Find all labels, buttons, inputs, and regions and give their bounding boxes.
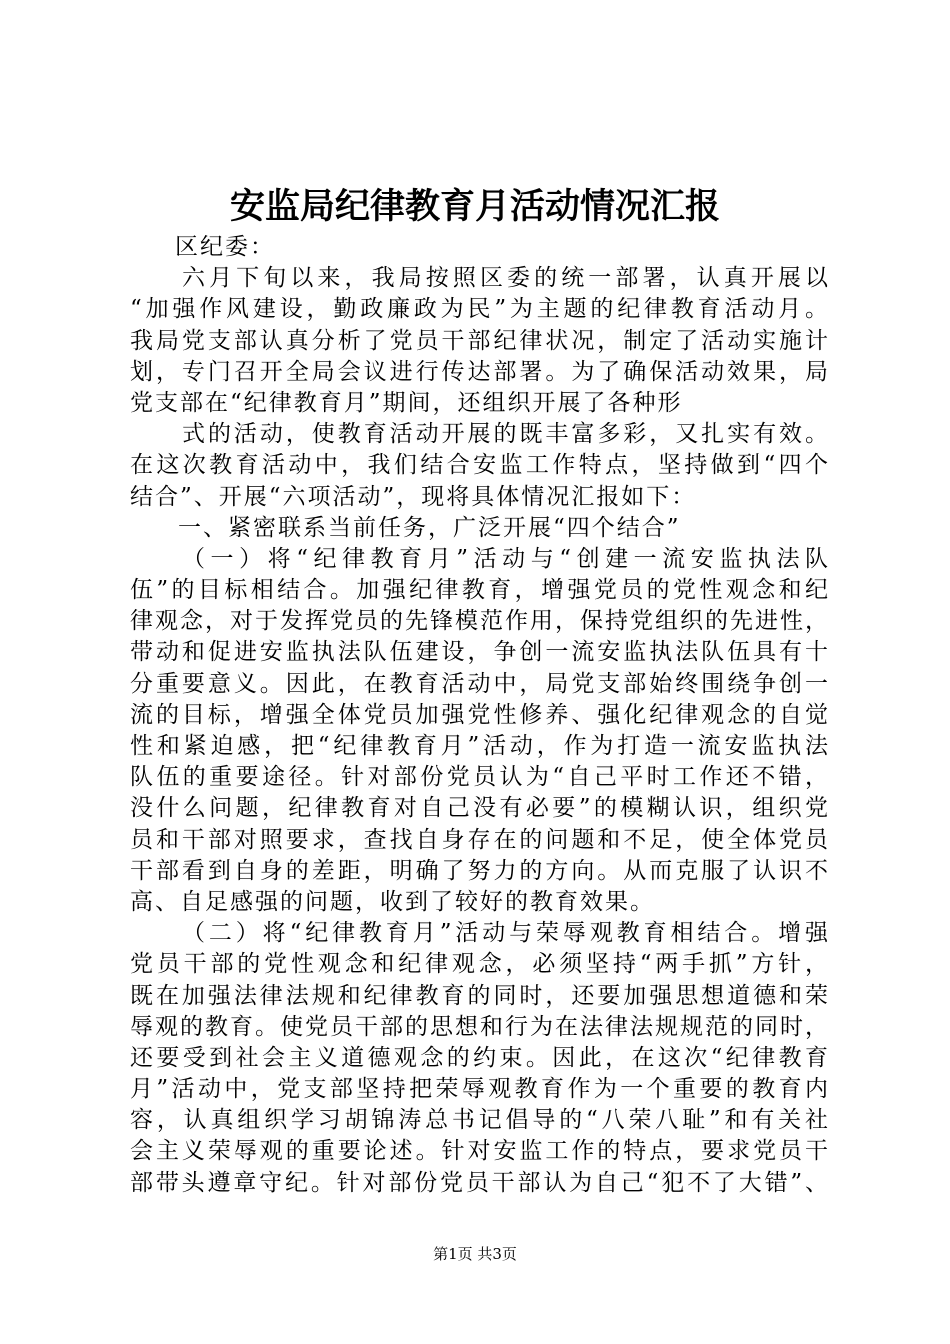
paragraph-line: 带动和促进安监执法队伍建设，争创一流安监执法队伍具有十 xyxy=(130,639,830,666)
paragraph-line: 队伍的重要途径。针对部份党员认为“自己平时工作还不错， xyxy=(130,764,830,791)
paragraph-line: （二）将“纪律教育月”活动与荣辱观教育相结合。增强 xyxy=(182,920,830,947)
salutation: 区纪委： xyxy=(175,234,275,260)
paragraph-line: 流的目标，增强全体党员加强党性修养、强化纪律观念的自觉 xyxy=(130,701,830,728)
paragraph-line: 分重要意义。因此，在教育活动中，局党支部始终围绕争创一 xyxy=(130,670,830,697)
page-footer: 第1页 共3页 xyxy=(433,1245,517,1263)
paragraph-line: 我局党支部认真分析了党员干部纪律状况，制定了活动实施计 xyxy=(130,327,830,354)
paragraph-line: （一）将“纪律教育月”活动与“创建一流安监执法队 xyxy=(182,545,830,572)
paragraph-line: “加强作风建设，勤政廉政为民”为主题的纪律教育活动月。 xyxy=(130,296,830,323)
paragraph-line: 部带头遵章守纪。针对部份党员干部认为自己“犯不了大错”、 xyxy=(130,1169,830,1196)
paragraph-line: 式的活动，使教育活动开展的既丰富多彩，又扎实有效。 xyxy=(182,421,830,448)
paragraph-line: 员和干部对照要求，查找自身存在的问题和不足，使全体党员 xyxy=(130,826,830,853)
section-heading: 一、紧密联系当前任务，广泛开展“四个结合” xyxy=(178,514,681,541)
paragraph-line: 划，专门召开全局会议进行传达部署。为了确保活动效果，局 xyxy=(130,358,830,385)
paragraph-line: 党员干部的党性观念和纪律观念，必须坚持“两手抓”方针， xyxy=(130,951,830,978)
document-title: 安监局纪律教育月活动情况汇报 xyxy=(229,186,720,227)
paragraph-line: 结合”、开展“六项活动”，现将具体情况汇报如下： xyxy=(130,483,697,510)
paragraph-line: 辱观的教育。使党员干部的思想和行为在法律法规规范的同时， xyxy=(130,1013,830,1040)
paragraph-line: 没什么问题，纪律教育对自己没有必要”的模糊认识，组织党 xyxy=(130,795,830,822)
document-body xyxy=(130,232,830,1199)
paragraph-line: 党支部在“纪律教育月”期间，还组织开展了各种形 xyxy=(130,389,683,416)
paragraph-line: 律观念，对于发挥党员的先锋模范作用，保持党组织的先进性， xyxy=(130,608,830,635)
paragraph-line: 干部看到自身的差距，明确了努力的方向。从而克服了认识不 xyxy=(130,857,830,884)
paragraph-line: 性和紧迫感，把“纪律教育月”活动，作为打造一流安监执法 xyxy=(130,733,830,759)
paragraph-line: 高、自足感强的问题，收到了较好的教育效果。 xyxy=(130,888,655,915)
paragraph-line: 月”活动中，党支部坚持把荣辱观教育作为一个重要的教育内 xyxy=(130,1076,830,1103)
paragraph-line: 还要受到社会主义道德观念的约束。因此，在这次“纪律教育 xyxy=(130,1044,830,1071)
paragraph-line: 会主义荣辱观的重要论述。针对安监工作的特点，要求党员干 xyxy=(130,1138,830,1165)
paragraph-line: 容，认真组织学习胡锦涛总书记倡导的“八荣八耻”和有关社 xyxy=(130,1107,830,1134)
paragraph-line: 六月下旬以来，我局按照区委的统一部署，认真开展以 xyxy=(182,265,830,292)
paragraph-line: 在这次教育活动中，我们结合安监工作特点，坚持做到“四个 xyxy=(130,452,830,479)
paragraph-line: 伍”的目标相结合。加强纪律教育，增强党员的党性观念和纪 xyxy=(130,577,830,604)
paragraph-line: 既在加强法律法规和纪律教育的同时，还要加强思想道德和荣 xyxy=(130,982,830,1009)
